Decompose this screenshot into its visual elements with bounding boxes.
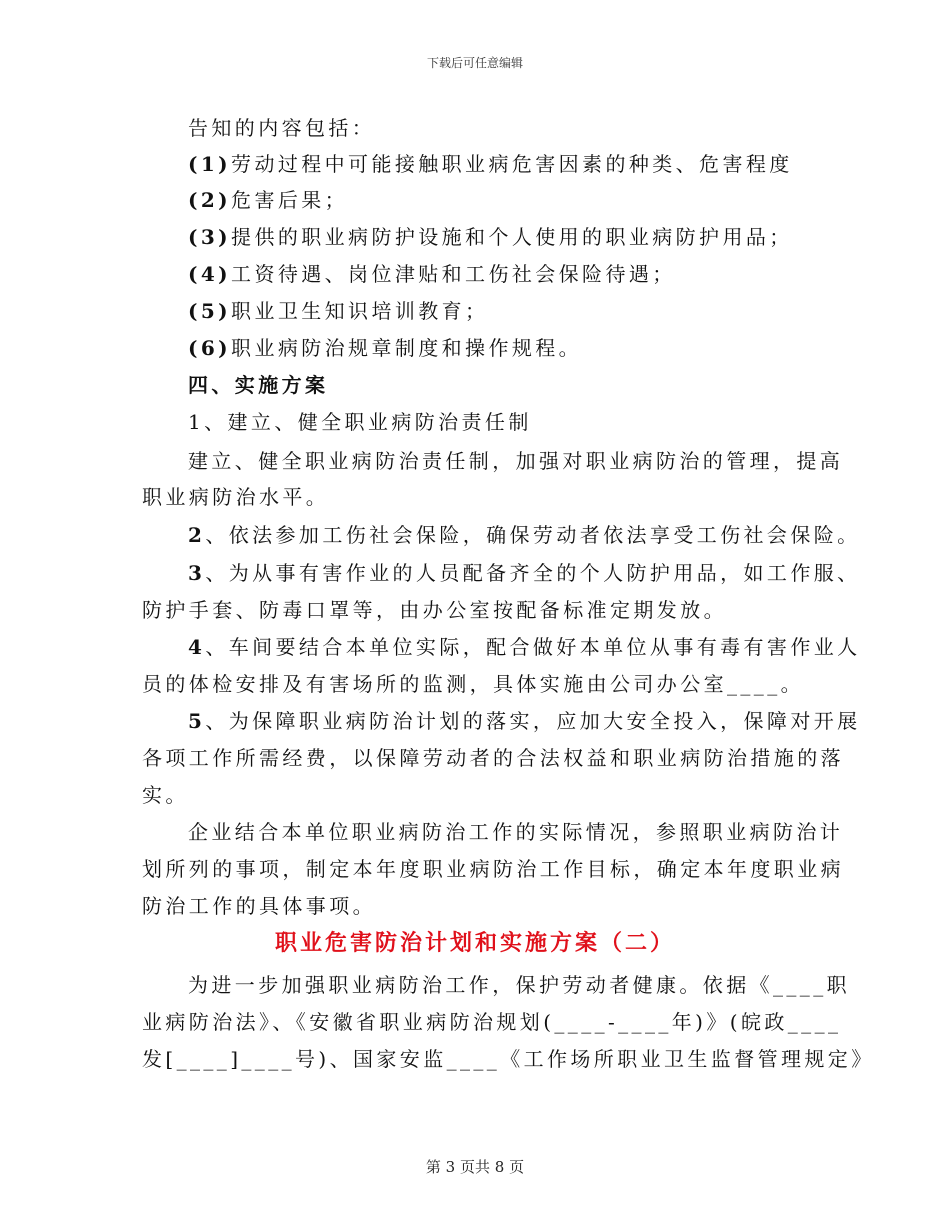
item-number: (2) <box>188 188 232 212</box>
section-title: 职业危害防治计划和实施方案（二） <box>274 930 675 956</box>
list-item <box>188 187 858 213</box>
item-text: 工资待遇、岗位津贴和工伤社会保险待遇； <box>231 262 676 286</box>
paragraph-line: 防护手套、防毒口罩等，由办公室按配备标准定期发放。 <box>142 598 727 622</box>
numbered-item <box>188 634 861 660</box>
item-number: 3 <box>188 561 206 585</box>
paragraph-line: 职业病防治水平。 <box>142 485 330 509</box>
numbered-item <box>188 708 861 734</box>
paragraph-line: 建立、健全职业病防治责任制，加强对职业病防治的管理，提高 <box>188 449 844 473</box>
item-number: (1) <box>188 152 232 176</box>
paragraph-line: 防治工作的具体事项。 <box>142 894 376 918</box>
item-text: 提供的职业病防护设施和个人使用的职业病防护用品； <box>231 225 793 249</box>
item-number: 4 <box>188 635 206 659</box>
page-number: 第 3 页共 8 页 <box>425 1158 525 1176</box>
paragraph-line: 企业结合本单位职业病防治工作的实际情况，参照职业病防治计 <box>188 820 844 844</box>
item-number: (6) <box>188 336 232 360</box>
item-text: 、为从事有害作业的人员配备齐全的个人防护用品，如工作服、 <box>205 561 861 585</box>
header-note: 下载后可任意编辑 <box>426 56 523 70</box>
paragraph-line: 为进一步加强职业病防治工作，保护劳动者健康。依据《____职 <box>188 973 850 997</box>
section-heading: 四、实施方案 <box>188 373 329 397</box>
paragraph-line: 实。 <box>142 783 189 807</box>
item-text: 、为保障职业病防治计划的落实，应加大安全投入，保障对开展 <box>205 709 861 733</box>
list-item <box>188 224 858 250</box>
item-text: 、依法参加工伤社会保险，确保劳动者依法享受工伤社会保险。 <box>205 523 861 547</box>
item-number: 2 <box>188 523 206 547</box>
paragraph-line: 业病防治法》、《安徽省职业病防治规划(____-____年)》(皖政____ <box>142 1010 842 1034</box>
item-number: (3) <box>188 225 232 249</box>
item-number: (4) <box>188 262 232 286</box>
numbered-item <box>188 560 861 586</box>
paragraph-line: 各项工作所需经费，以保障劳动者的合法权益和职业病防治措施的落 <box>142 746 844 770</box>
item-number: (5) <box>188 299 232 323</box>
list-item <box>188 335 858 361</box>
numbered-item <box>188 522 861 548</box>
item-text: 劳动过程中可能接触职业病危害因素的种类、危害程度 <box>231 152 793 176</box>
list-item <box>188 151 858 177</box>
paragraph-line: 发[____]____号)、国家安监____《工作场所职业卫生监督管理规定》 <box>142 1047 875 1071</box>
list-item <box>188 298 858 324</box>
subsection-title: 1、建立、健全职业病防治责任制 <box>188 410 532 434</box>
item-text: 、车间要结合本单位实际，配合做好本单位从事有毒有害作业人 <box>205 635 861 659</box>
intro-line: 告知的内容包括： <box>188 116 376 140</box>
item-text: 职业卫生知识培训教育； <box>231 299 489 323</box>
paragraph-line: 员的体检安排及有害场所的监测，具体实施由公司办公室____。 <box>142 672 804 696</box>
item-text: 危害后果； <box>231 188 349 212</box>
paragraph-line: 划所列的事项，制定本年度职业病防治工作目标，确定本年度职业病 <box>142 857 844 881</box>
item-number: 5 <box>188 709 206 733</box>
list-item <box>188 261 858 287</box>
item-text: 职业病防治规章制度和操作规程。 <box>231 336 583 360</box>
